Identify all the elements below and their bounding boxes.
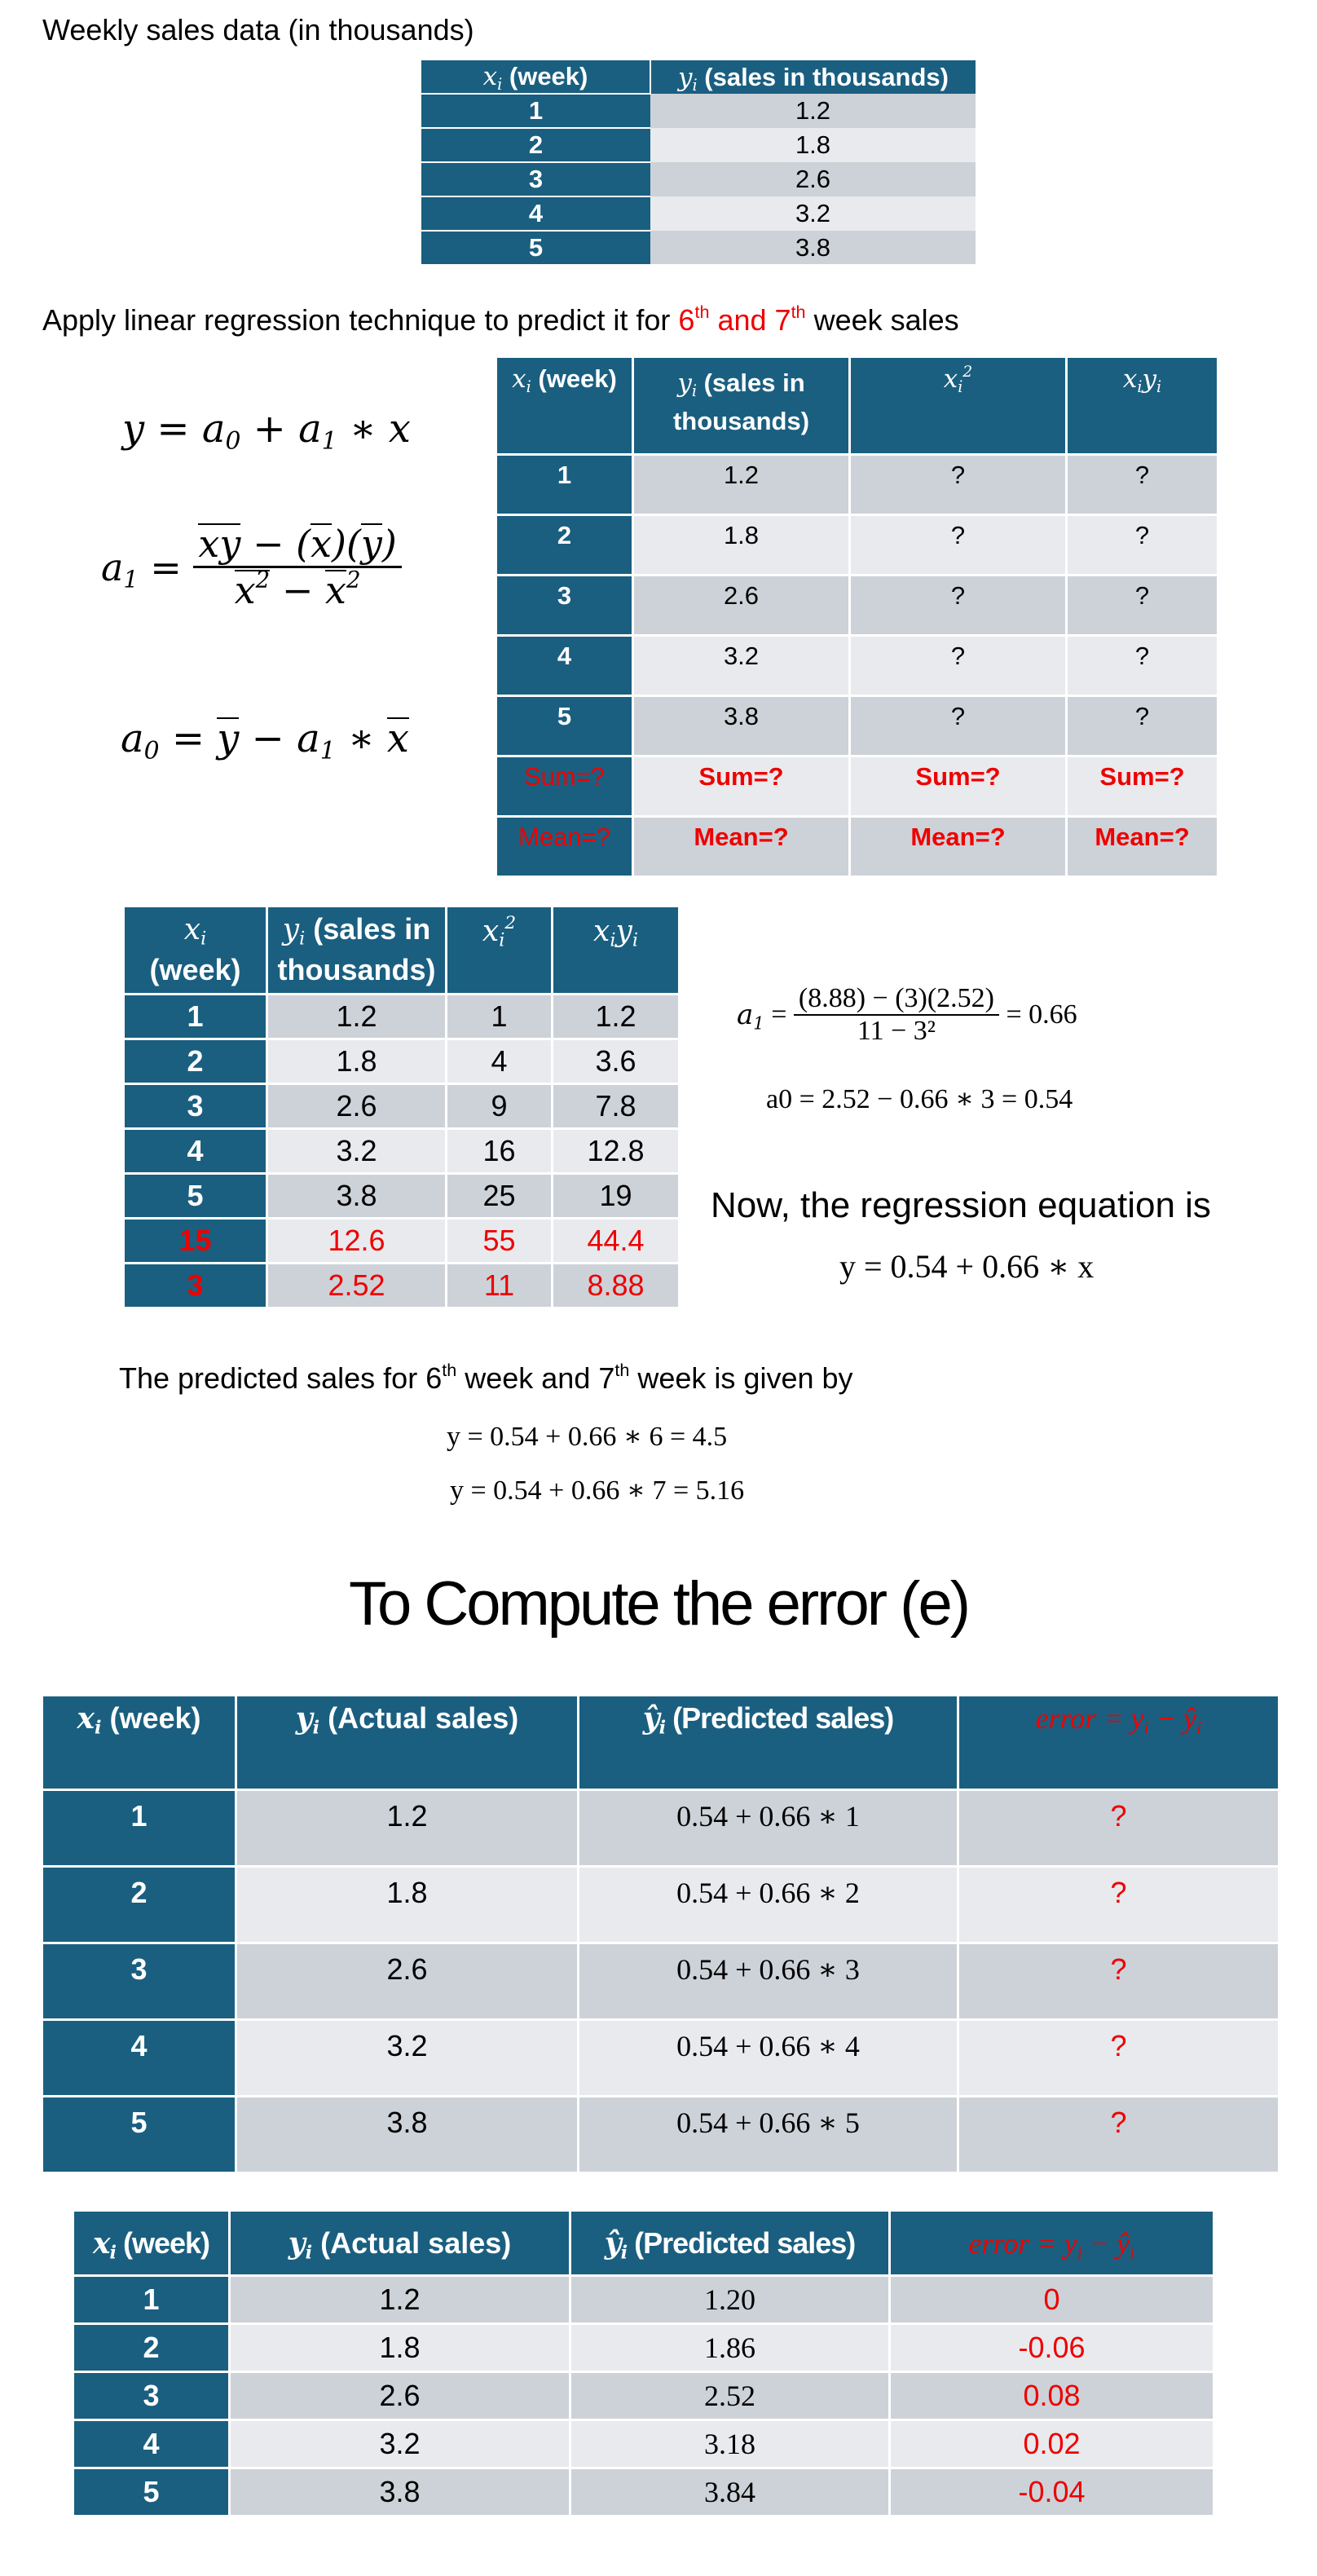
x-squared-cell: ? — [850, 576, 1067, 636]
mean-cell: 11 — [447, 1264, 553, 1308]
header-x-squared: $x_i^2$ — [447, 906, 553, 995]
sales-cell: 1.8 — [633, 515, 850, 576]
error-cell: ? — [958, 2097, 1280, 2173]
week-cell: 2 — [496, 515, 633, 576]
a1-result: = 0.66 — [1006, 999, 1077, 1030]
week-cell: 1 — [124, 995, 267, 1039]
week-cell: 3 — [42, 1943, 236, 2020]
xy-cell: ? — [1067, 696, 1218, 756]
section-title-apply-regression — [42, 303, 959, 337]
error-section-title: To Compute the error (e) — [348, 1569, 969, 1639]
mean-cell: 8.88 — [553, 1264, 680, 1308]
header-predicted-sales: $ŷ_i$ (Predicted sales) — [570, 2211, 890, 2276]
actual-cell: 2.6 — [230, 2372, 570, 2420]
header-actual-sales: $y_i$ (Actual sales) — [230, 2211, 570, 2276]
week-cell: 1 — [421, 94, 650, 128]
sales-cell: 3.2 — [267, 1129, 447, 1174]
header-sales: $y_i$ (sales in thousands) — [267, 906, 447, 995]
week-cell: 2 — [124, 1039, 267, 1084]
a1-calculation: $a_1$ = $\frac{(8.88) - (3)(2.52)}{\text{11 − 3²}}$ = 0.66 — [737, 983, 1077, 1046]
mean-cell: Mean=? — [850, 817, 1067, 877]
predicted-cell: 0.54 + 0.66 ∗ 2 — [579, 1867, 958, 1943]
error-template-table — [41, 1694, 1280, 2174]
error-cell: 0 — [890, 2276, 1214, 2324]
predicted-cell: 1.20 — [570, 2276, 890, 2324]
error-cell: 0.08 — [890, 2372, 1214, 2420]
actual-cell: 1.8 — [236, 1867, 579, 1943]
actual-cell: 1.8 — [230, 2324, 570, 2372]
week-cell: 1 — [42, 1790, 236, 1867]
sum-cell: 55 — [447, 1219, 553, 1264]
sales-cell: 1.2 — [650, 94, 976, 128]
sales-cell: 1.8 — [650, 128, 976, 162]
predicted-cell: 0.54 + 0.66 ∗ 4 — [579, 2020, 958, 2097]
header-week: $x_i$ (week) — [421, 60, 650, 94]
regression-worksheet-table — [495, 355, 1219, 878]
title-prefix: Apply linear regression technique to predict it for — [42, 303, 679, 337]
xy-cell: 12.8 — [553, 1129, 680, 1174]
week-cell: 3 — [124, 1084, 267, 1129]
error-cell: -0.04 — [890, 2468, 1214, 2516]
error-cell: ? — [958, 2020, 1280, 2097]
header-week: $x_i$ (week) — [496, 357, 633, 455]
error-cell: 0.02 — [890, 2420, 1214, 2468]
xy-cell: 7.8 — [553, 1084, 680, 1129]
sum-cell: Sum=? — [496, 756, 633, 817]
week-cell: 3 — [496, 576, 633, 636]
week-cell: 1 — [496, 455, 633, 515]
sales-cell: 3.2 — [650, 196, 976, 231]
xy-cell: 1.2 — [553, 995, 680, 1039]
regression-statement: Now, the regression equation is — [711, 1185, 1211, 1225]
predicted-cell: 0.54 + 0.66 ∗ 5 — [579, 2097, 958, 2173]
header-predicted-sales: $ŷ_i$ (Predicted sales) — [579, 1696, 958, 1790]
error-result-table — [72, 2209, 1215, 2517]
regression-equation: y = 0.54 + 0.66 ∗ x — [839, 1248, 1095, 1285]
sales-cell: 3.8 — [633, 696, 850, 756]
actual-cell: 3.8 — [236, 2097, 579, 2173]
formula-a1: $a_1$ = $\frac{xy - (x)(y)}{x^2 - x^2}$ — [101, 522, 402, 612]
x-squared-cell: 25 — [447, 1174, 553, 1219]
header-actual-sales: $y_i$ (Actual sales) — [236, 1696, 579, 1790]
week-cell: 2 — [42, 1867, 236, 1943]
sales-cell: 2.6 — [633, 576, 850, 636]
xy-cell: ? — [1067, 636, 1218, 696]
error-cell: ? — [958, 1943, 1280, 2020]
error-cell: ? — [958, 1867, 1280, 1943]
header-error: error = $y_i$ − $ŷ_i$ — [890, 2211, 1214, 2276]
x-squared-cell: 9 — [447, 1084, 553, 1129]
week-cell: 4 — [73, 2420, 230, 2468]
xy-cell: 19 — [553, 1174, 680, 1219]
actual-cell: 3.8 — [230, 2468, 570, 2516]
predicted-cell: 3.84 — [570, 2468, 890, 2516]
actual-cell: 2.6 — [236, 1943, 579, 2020]
x-squared-cell: ? — [850, 515, 1067, 576]
week-cell: 2 — [421, 128, 650, 162]
header-week: $x_i$ (week) — [42, 1696, 236, 1790]
section-title-weekly-sales: Weekly sales data (in thousands) — [42, 13, 474, 46]
regression-solved-table — [122, 905, 681, 1309]
week-cell: 5 — [42, 2097, 236, 2173]
title-suffix: week sales — [805, 303, 959, 337]
sales-cell: 1.8 — [267, 1039, 447, 1084]
week-cell: 5 — [124, 1174, 267, 1219]
prediction-statement: The predicted sales for 6th week and 7th week is given by — [119, 1359, 853, 1395]
predicted-cell: 0.54 + 0.66 ∗ 3 — [579, 1943, 958, 2020]
a0-calculation: a0 = 2.52 − 0.66 ∗ 3 = 0.54 — [766, 1084, 1073, 1114]
actual-cell: 3.2 — [236, 2020, 579, 2097]
header-xy: $x_iy_i$ — [1067, 357, 1218, 455]
sales-cell: 2.6 — [650, 162, 976, 196]
week-cell: 2 — [73, 2324, 230, 2372]
week-cell: 4 — [42, 2020, 236, 2097]
header-week: $x_i$ (week) — [73, 2211, 230, 2276]
title-highlight: 6th and 7th — [678, 301, 806, 337]
week-cell: 3 — [421, 162, 650, 196]
x-squared-cell: ? — [850, 696, 1067, 756]
mean-cell: Mean=? — [633, 817, 850, 877]
week-cell: 5 — [496, 696, 633, 756]
sum-cell: Sum=? — [633, 756, 850, 817]
actual-cell: 1.2 — [236, 1790, 579, 1867]
xy-cell: ? — [1067, 576, 1218, 636]
mean-cell: 3 — [124, 1264, 267, 1308]
xy-cell: 3.6 — [553, 1039, 680, 1084]
weekly-sales-table — [421, 60, 976, 264]
week-cell: 1 — [73, 2276, 230, 2324]
prediction-week6: y = 0.54 + 0.66 ∗ 6 = 4.5 — [447, 1422, 728, 1452]
header-sales: $y_i$ (sales in thousands) — [650, 60, 976, 94]
week-cell: 4 — [421, 196, 650, 231]
x-squared-cell: ? — [850, 636, 1067, 696]
prediction-week7: y = 0.54 + 0.66 ∗ 7 = 5.16 — [450, 1475, 745, 1506]
sales-cell: 3.2 — [633, 636, 850, 696]
sales-cell: 3.8 — [267, 1174, 447, 1219]
header-sales: $y_i$ (sales in thousands) — [633, 357, 850, 455]
sales-cell: 2.6 — [267, 1084, 447, 1129]
sum-cell: 44.4 — [553, 1219, 680, 1264]
actual-cell: 3.2 — [230, 2420, 570, 2468]
sum-cell: Sum=? — [1067, 756, 1218, 817]
error-cell: ? — [958, 1790, 1280, 1867]
actual-cell: 1.2 — [230, 2276, 570, 2324]
sales-cell: 1.2 — [267, 995, 447, 1039]
xy-cell: ? — [1067, 515, 1218, 576]
x-squared-cell: 4 — [447, 1039, 553, 1084]
mean-cell: Mean=? — [1067, 817, 1218, 877]
a1-numerator: (8.88) − (3)(2.52) — [798, 983, 994, 1013]
predicted-cell: 1.86 — [570, 2324, 890, 2372]
sales-cell: 3.8 — [650, 231, 976, 264]
x-squared-cell: ? — [850, 455, 1067, 515]
sum-cell: Sum=? — [850, 756, 1067, 817]
error-cell: -0.06 — [890, 2324, 1214, 2372]
formula-a0: $a_0 = y - a_1$ ∗ x — [121, 716, 409, 765]
predicted-cell: 3.18 — [570, 2420, 890, 2468]
predicted-cell: 0.54 + 0.66 ∗ 1 — [579, 1790, 958, 1867]
week-cell: 5 — [73, 2468, 230, 2516]
week-cell: 4 — [496, 636, 633, 696]
week-cell: 4 — [124, 1129, 267, 1174]
sum-cell: 12.6 — [267, 1219, 447, 1264]
header-xy: $x_iy_i$ — [553, 906, 680, 995]
xy-cell: ? — [1067, 455, 1218, 515]
week-cell: 3 — [73, 2372, 230, 2420]
mean-cell: Mean=? — [496, 817, 633, 877]
week-cell: 5 — [421, 231, 650, 264]
formula-linear-model: $y = a_0 + a_1$ ∗ x — [122, 406, 411, 456]
sum-cell: 15 — [124, 1219, 267, 1264]
x-squared-cell: 16 — [447, 1129, 553, 1174]
mean-cell: 2.52 — [267, 1264, 447, 1308]
header-week: $x_i$ (week) — [124, 906, 267, 995]
predicted-cell: 2.52 — [570, 2372, 890, 2420]
sales-cell: 1.2 — [633, 455, 850, 515]
header-error: error = $y_i$ − $ŷ_i$ — [958, 1696, 1280, 1790]
x-squared-cell: 1 — [447, 995, 553, 1039]
header-x-squared: $x_i^2$ — [850, 357, 1067, 455]
a1-denominator: 11 − 3² — [794, 1014, 999, 1047]
